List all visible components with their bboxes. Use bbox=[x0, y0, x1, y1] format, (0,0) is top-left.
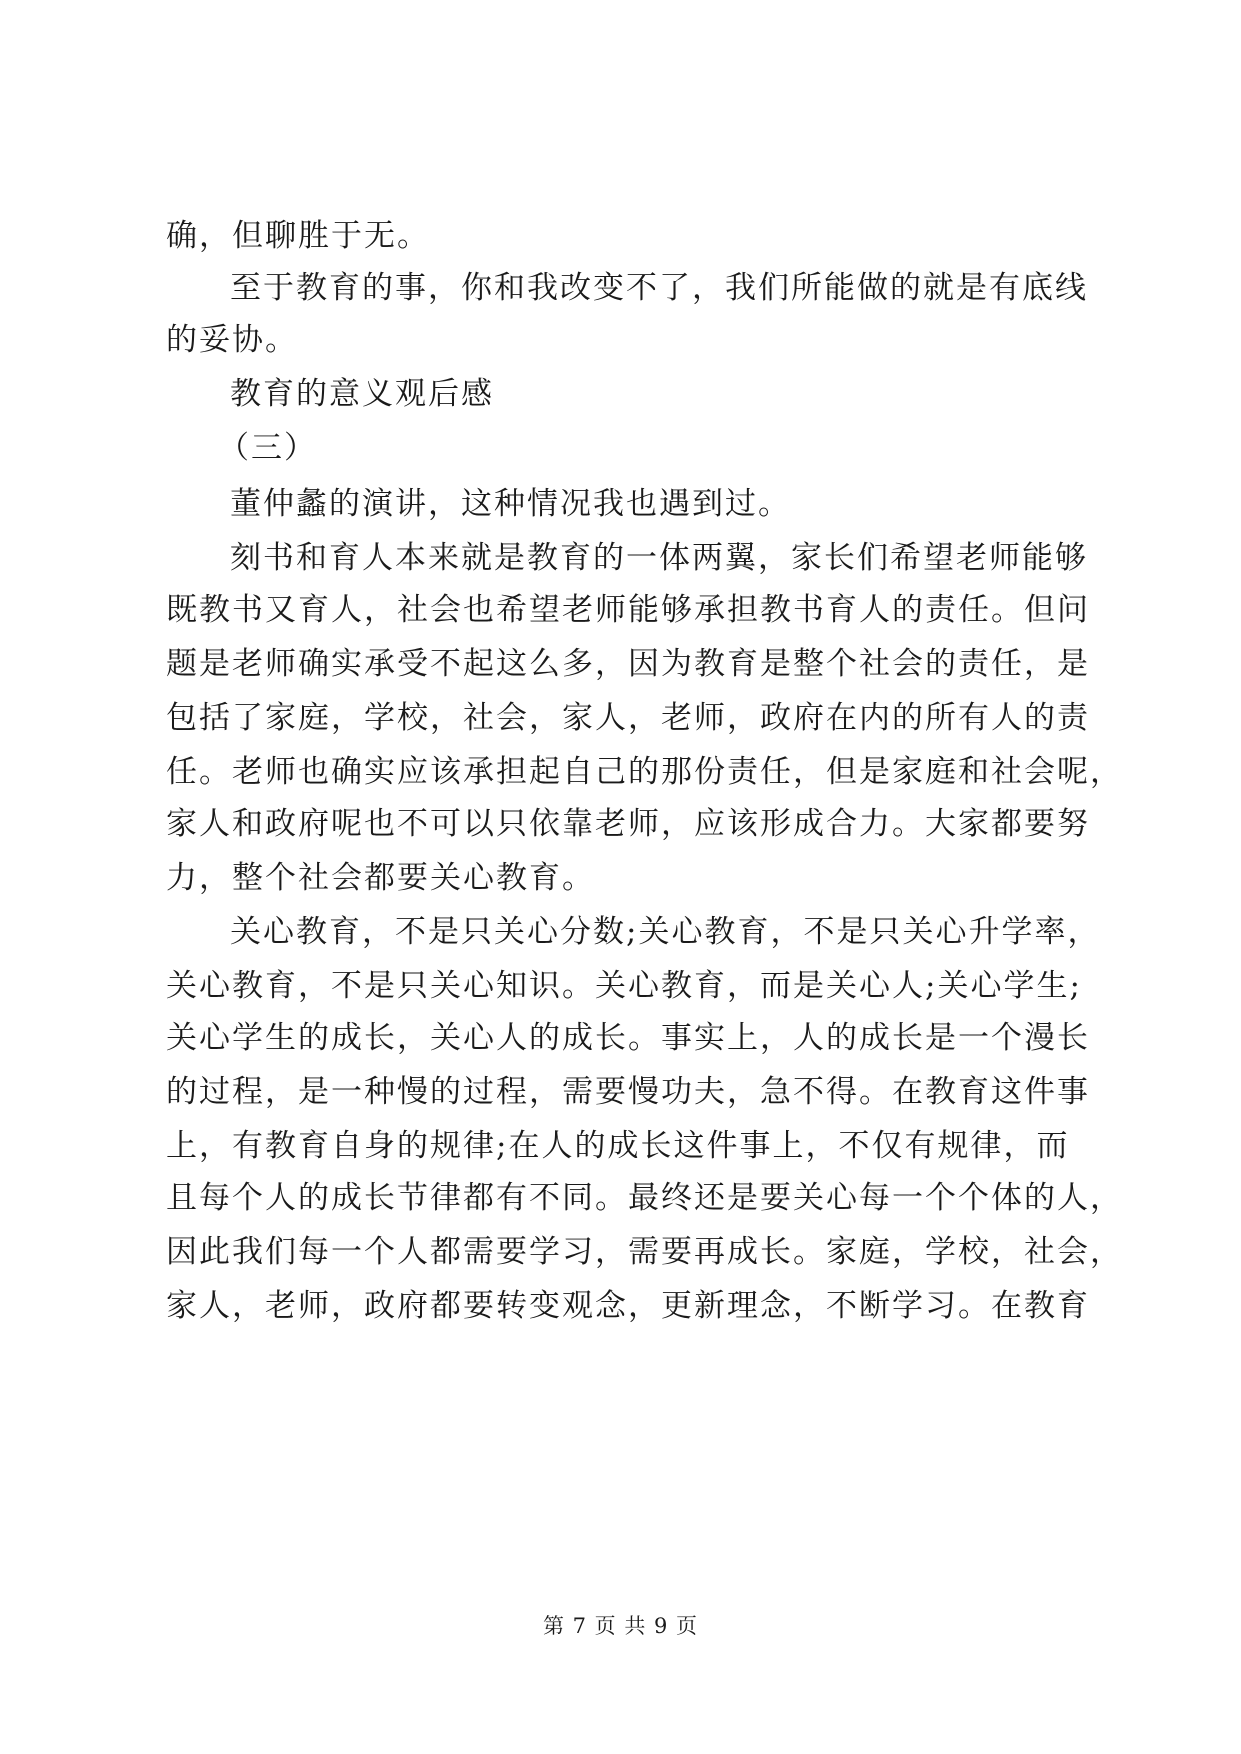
text-line: 上，有教育自身的规律;在人的成长这件事上，不仅有规律，而 bbox=[166, 1128, 1070, 1164]
text-line: 力，整个社会都要关心教育。 bbox=[166, 860, 595, 896]
text-line: 家人，老师，政府都要转变观念，更新理念，不断学习。在教育 bbox=[166, 1288, 1090, 1324]
text-line: 的妥协。 bbox=[166, 322, 298, 358]
text-line: 关心教育，不是只关心分数;关心教育，不是只关心升学率， bbox=[230, 914, 1101, 950]
text-line: 确，但聊胜于无。 bbox=[166, 218, 430, 254]
text-line: 任。老师也确实应该承担起自己的那份责任，但是家庭和社会呢， bbox=[166, 754, 1123, 790]
text-line: 至于教育的事，你和我改变不了，我们所能做的就是有底线 bbox=[230, 270, 1088, 306]
section-title: 教育的意义观后感 bbox=[230, 376, 494, 412]
text-line: 既教书又育人，社会也希望老师能够承担教书育人的责任。但问 bbox=[166, 592, 1090, 628]
text-line: 的过程，是一种慢的过程，需要慢功夫，急不得。在教育这件事 bbox=[166, 1074, 1090, 1110]
text-line: 董仲蠡的演讲，这种情况我也遇到过。 bbox=[230, 486, 791, 522]
text-line: 刻书和育人本来就是教育的一体两翼，家长们希望老师能够 bbox=[230, 540, 1088, 576]
text-line: 且每个人的成长节律都有不同。最终还是要关心每一个个体的人， bbox=[166, 1180, 1123, 1216]
text-line: 家人和政府呢也不可以只依靠老师，应该形成合力。大家都要努 bbox=[166, 806, 1090, 842]
text-line: 题是老师确实承受不起这么多，因为教育是整个社会的责任，是 bbox=[166, 646, 1090, 682]
text-line: 关心学生的成长，关心人的成长。事实上，人的成长是一个漫长 bbox=[166, 1020, 1090, 1056]
section-number: （三） bbox=[218, 430, 317, 466]
page-number-footer: 第 7 页 共 9 页 bbox=[542, 1614, 699, 1638]
text-line: 因此我们每一个人都需要学习，需要再成长。家庭，学校，社会， bbox=[166, 1234, 1123, 1270]
text-line: 包括了家庭，学校，社会，家人，老师，政府在内的所有人的责 bbox=[166, 700, 1090, 736]
text-line: 关心教育，不是只关心知识。关心教育，而是关心人;关心学生; bbox=[166, 968, 1082, 1004]
